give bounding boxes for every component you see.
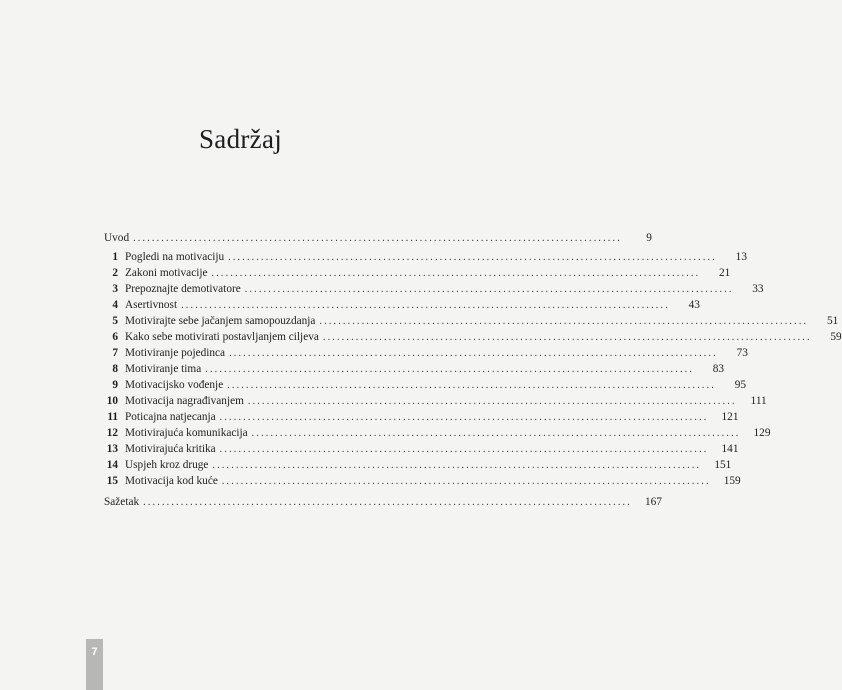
- toc-entry-number: 8: [112, 363, 118, 375]
- page-number: 7: [91, 646, 98, 658]
- toc-entry[interactable]: [104, 363, 725, 379]
- toc-entry[interactable]: [104, 475, 741, 491]
- toc-entry[interactable]: [104, 347, 748, 363]
- toc-entry-label: Pogledi na motivaciju: [125, 251, 225, 263]
- dot-leader: ........................................................................................................: [229, 348, 718, 359]
- toc-entry[interactable]: [104, 283, 764, 299]
- toc-entry-page: 151: [714, 459, 732, 471]
- toc-entry-number: 4: [112, 299, 118, 311]
- toc-entry-number: 13: [106, 443, 118, 455]
- toc-entry-page: 141: [721, 443, 739, 455]
- toc-entry-page: 121: [721, 411, 739, 423]
- toc-entry-page: 9: [646, 232, 652, 244]
- toc-entry-label: Motivacija kod kuće: [125, 475, 218, 487]
- toc-entry[interactable]: [104, 459, 732, 475]
- toc-entry-number: 10: [106, 395, 118, 407]
- toc-entry-label: Poticajna natjecanja: [125, 411, 216, 423]
- toc-entry-label: Zakoni motivacije: [125, 267, 208, 279]
- dot-leader: ........................................................................................................: [251, 428, 741, 439]
- toc-entry-number: 7: [112, 347, 118, 359]
- dot-leader: ........................................................................................................: [247, 396, 737, 407]
- toc-entry-label: Sažetak: [104, 496, 140, 508]
- toc-entry-number: 2: [112, 267, 118, 279]
- dot-leader: ........................................................................................................: [211, 268, 701, 279]
- dot-leader: ........................................................................................................: [219, 412, 709, 423]
- dot-leader: ........................................................................................................: [181, 300, 670, 311]
- toc-entry[interactable]: [104, 443, 739, 459]
- toc-entry[interactable]: [104, 299, 700, 315]
- dot-leader: ........................................................................................................: [133, 233, 622, 244]
- toc-entry-label: Prepoznajte demotivatore: [125, 283, 241, 295]
- toc-entry[interactable]: [104, 251, 747, 267]
- toc-entry-summary[interactable]: [104, 496, 662, 512]
- toc-entry[interactable]: [104, 331, 842, 347]
- toc-entry-label: Motivirajuća komunikacija: [125, 427, 248, 439]
- dot-leader: ........................................................................................................: [219, 444, 709, 455]
- dot-leader: ........................................................................................................: [244, 284, 734, 295]
- toc-entry[interactable]: [104, 411, 739, 427]
- toc-entry-number: 11: [107, 411, 118, 423]
- dot-leader: ........................................................................................................: [322, 332, 812, 343]
- toc-entry-page: 43: [688, 299, 700, 311]
- toc-entry-page: 83: [712, 363, 725, 375]
- toc-entry-number: 6: [112, 331, 118, 343]
- toc-entry-page: 111: [750, 395, 767, 407]
- toc-entry[interactable]: [104, 395, 767, 411]
- dot-leader: ........................................................................................................: [319, 316, 809, 327]
- toc-entry-page: 51: [826, 315, 839, 327]
- dot-leader: ........................................................................................................: [143, 497, 632, 508]
- toc-entry-page: 21: [719, 267, 731, 279]
- toc-entry[interactable]: [104, 427, 771, 443]
- toc-entry-page: 95: [734, 379, 747, 391]
- dot-leader: ........................................................................................................: [205, 364, 695, 375]
- toc-entry-label: Motiviranje tima: [125, 363, 202, 375]
- toc-entry-label: Asertivnost: [125, 299, 178, 311]
- toc-entry-label: Motivacija nagrađivanjem: [125, 395, 244, 407]
- toc-entry-number: 5: [112, 315, 118, 327]
- toc-entry-page: 129: [753, 427, 771, 439]
- toc-entry-page: 73: [736, 347, 748, 359]
- toc-entry-page: 159: [723, 475, 741, 487]
- dot-leader: ........................................................................................................: [221, 476, 711, 487]
- toc-entry-label: Motiviranje pojedinca: [125, 347, 226, 359]
- page-title: Sadržaj: [198, 124, 283, 154]
- toc-entry[interactable]: [104, 267, 731, 283]
- toc-entry-page: 13: [735, 251, 747, 263]
- toc-entry-number: 1: [112, 251, 118, 263]
- toc-entry-label: Motivacijsko vođenje: [125, 379, 224, 391]
- toc-entry-number: 3: [112, 283, 118, 295]
- toc-entry-number: 9: [112, 379, 118, 391]
- toc-entry-label: Uvod: [104, 232, 130, 244]
- toc-entry-number: 15: [106, 475, 118, 487]
- toc-entry-intro[interactable]: [104, 232, 652, 248]
- toc-entry[interactable]: [104, 315, 839, 331]
- toc-entry-page: 33: [752, 283, 764, 295]
- toc-entry-number: 12: [106, 427, 118, 439]
- page-number-tab: [86, 639, 103, 690]
- toc-entry[interactable]: [104, 379, 747, 395]
- toc-entry-page: 59: [830, 331, 842, 343]
- toc-entry-label: Uspjeh kroz druge: [125, 459, 209, 471]
- toc-entry-label: Kako sebe motivirati postavljanjem ciljeva: [125, 331, 319, 343]
- dot-leader: ........................................................................................................: [227, 380, 717, 391]
- dot-leader: ........................................................................................................: [212, 460, 702, 471]
- toc-entry-page: 167: [645, 496, 662, 508]
- dot-leader: ........................................................................................................: [228, 252, 717, 263]
- toc-entry-label: Motivirajte sebe jačanjem samopouzdanja: [125, 315, 316, 327]
- toc-entry-label: Motivirajuća kritika: [125, 443, 216, 455]
- toc-entry-number: 14: [106, 459, 118, 471]
